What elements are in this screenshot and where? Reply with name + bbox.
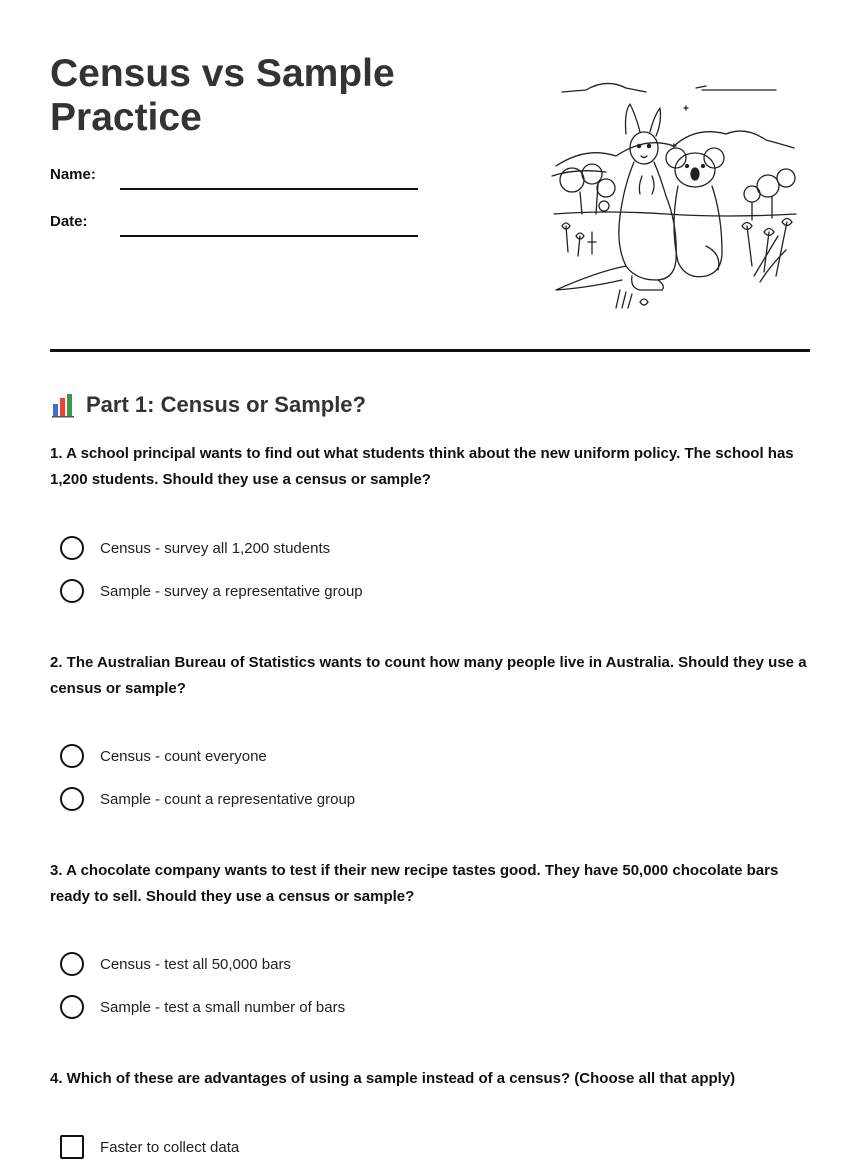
question-1-text: 1. A school principal wants to find out what students think about the new uniform policy. The school has 1,200 students. Should they use a census or sample?: [50, 445, 794, 488]
part1-heading: [50, 389, 366, 421]
radio-button[interactable]: [60, 579, 84, 603]
radio-button[interactable]: [60, 787, 84, 811]
page-title: Census vs Sample Practice: [50, 52, 395, 139]
question-4-text: 4. Which of these are advantages of using a sample instead of a census? (Choose all that apply): [50, 1070, 736, 1087]
option-label: Sample - survey a representative group: [100, 582, 363, 600]
q4-option-faster[interactable]: [60, 1134, 239, 1160]
q2-option-census[interactable]: [60, 743, 267, 769]
question-3-text: 3. A chocolate company wants to test if their new recipe tastes good. They have 50,000 chocolate bars ready to sell. Should they use a census or sample?: [50, 862, 779, 905]
option-label: Sample - count a representative group: [100, 790, 356, 808]
question-2-text: 2. The Australian Bureau of Statistics wants to count how many people live in Australia. Should they use a census or sample?: [50, 654, 807, 697]
bar-chart-icon: [50, 392, 76, 418]
kangaroo-koala-illustration: [546, 76, 806, 316]
part1-title: Part 1: Census or Sample?: [86, 392, 366, 417]
q3-option-sample[interactable]: [60, 994, 345, 1020]
date-label: Date:: [50, 213, 88, 230]
option-label: Census - test all 50,000 bars: [100, 955, 291, 973]
worksheet-header: [50, 52, 810, 322]
q2-option-sample[interactable]: [60, 786, 355, 812]
option-label: Census - count everyone: [100, 747, 267, 765]
option-label: Census - survey all 1,200 students: [100, 539, 331, 557]
name-label: Name:: [50, 166, 96, 183]
option-label: Sample - test a small number of bars: [100, 998, 346, 1016]
date-field: [50, 213, 420, 243]
radio-button[interactable]: [60, 744, 84, 768]
checkbox[interactable]: [60, 1135, 84, 1159]
option-label: Faster to collect data: [100, 1138, 240, 1156]
radio-button[interactable]: [60, 995, 84, 1019]
q3-option-census[interactable]: [60, 951, 291, 977]
radio-button[interactable]: [60, 952, 84, 976]
date-blank-line[interactable]: [120, 213, 418, 237]
name-field: [50, 166, 420, 196]
q1-option-sample[interactable]: [60, 578, 363, 604]
name-blank-line[interactable]: [120, 166, 418, 190]
q1-option-census[interactable]: [60, 535, 330, 561]
section-divider: [50, 349, 810, 352]
radio-button[interactable]: [60, 536, 84, 560]
